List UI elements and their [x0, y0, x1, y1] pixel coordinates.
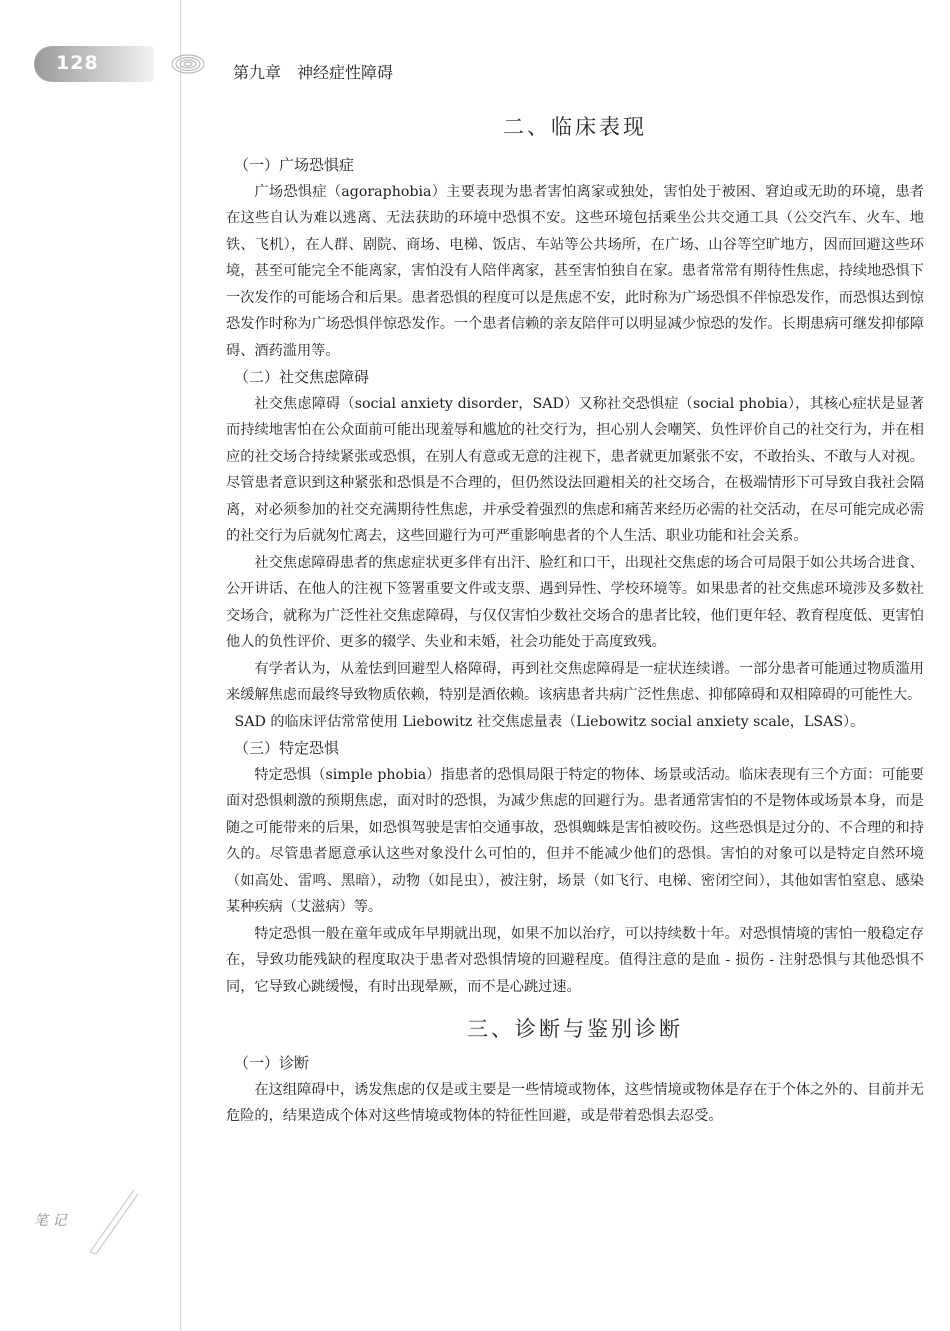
section-title: 二、临床表现 — [503, 115, 647, 139]
notes-label: 笔 记 — [34, 1213, 67, 1229]
paragraph: 特定恐惧一般在童年或成年早期就出现，如果不加以治疗，可以持续数十年。对恐惧情境的害怕一般稳定存在，导致功能残缺的程度取决于患者对恐惧情境的回避程度。值得注意的是血 - 损伤 - 注射恐惧与其他恐惧不同，它导致心跳缓慢，有时出现晕厥，而不是心跳过速。 — [226, 925, 924, 995]
section-title: 三、诊断与鉴别诊断 — [467, 1017, 683, 1041]
paragraph: 特定恐惧（simple phobia）指患者的恐惧局限于特定的物体、场景或活动。临床表现有三个方面：可能要面对恐惧刺激的预期焦虑，面对时的恐惧，为减少焦虑的回避行为。患者通常害怕的不是物体或场景本身，而是随之可能带来的后果，如恐惧驾驶是害怕交通事故，恐惧蜘蛛是害怕被咬伤。这些恐惧是过分的、不合理的和持久的。尽管患者愿意承认这些对象没什么可怕的，但并不能减少他们的恐惧。害怕的对象可以是特定自然环境（如高处、雷鸣、黑暗），动物（如昆虫），被注射，场景（如飞行、电梯、密闭空间），其他如害怕窒息、感染某种疾病（艾滋病）等。 — [226, 766, 924, 915]
subsection-heading: （三）特定恐惧 — [234, 739, 340, 757]
paragraph: 有学者认为，从羞怯到回避型人格障碍，再到社交焦虑障碍是一症状连续谱。一部分患者可能通过物质滥用来缓解焦虑而最终导致物质依赖，特别是酒依赖。该病患者共病广泛性焦虑、抑郁障碍和双相障碍的可能性大。 — [226, 660, 924, 703]
page-number: 128 — [56, 52, 99, 74]
chapter-title: 第九章 神经症性障碍 — [233, 63, 394, 82]
paragraph: 社交焦虑障碍患者的焦虑症状更多伴有出汗、脸红和口干，出现社交焦虑的场合可局限于如公共场合进食、公开讲话、在他人的注视下签署重要文件或支票、遇到异性、学校环境等。如果患者的社交焦虑环境涉及多数社交场合，就称为广泛性社交焦虑障碍，与仅仅害怕少数社交场合的患者比较，他们更年轻、教育程度低、更害怕他人的负性评价、更多的辍学、失业和未婚，社会功能处于高度致残。 — [226, 554, 924, 650]
paragraph: 在这组障碍中，诱发焦虑的仅是或主要是一些情境或物体，这些情境或物体是存在于个体之外的、目前并无危险的，结果造成个体对这些情境或物体的特征性回避，或是带着恐惧去忍受。 — [226, 1081, 924, 1124]
subsection-heading: （一）诊断 — [234, 1054, 310, 1072]
margin-divider — [180, 0, 181, 1331]
subsection-heading: （一）广场恐惧症 — [234, 156, 355, 174]
subsection-heading: （二）社交焦虑障碍 — [234, 368, 370, 386]
paragraph: 广场恐惧症（agoraphobia）主要表现为患者害怕离家或独处，害怕处于被困、窘迫或无助的环境，患者在这些自认为难以逃离、无法获助的环境中恐惧不安。这些环境包括乘坐公共交通工具（公交汽车、火车、地铁、飞机），在人群、剧院、商场、电梯、饭店、车站等公共场所，在广场、山谷等空旷地方，因而回避这些环境，甚至可能完全不能离家，害怕没有人陪伴离家，甚至害怕独自在家。患者常常有期待性焦虑，持续地恐惧下一次发作的可能场合和后果。患者恐惧的程度可以是焦虑不安，此时称为广场恐惧不伴惊恐发作，而恐惧达到惊恐发作时称为广场恐惧伴惊恐发作。一个患者信赖的亲友陪伴可以明显减少惊恐的发作。长期患病可继发抑郁障碍、酒药滥用等。 — [226, 183, 924, 359]
paragraph: SAD 的临床评估常常使用 Liebowitz 社交焦虑量表（Liebowitz social anxiety scale，LSAS）。 — [234, 713, 865, 730]
swirl-ornament-icon — [168, 42, 208, 82]
page-body — [226, 112, 924, 1130]
paragraph: 社交焦虑障碍（social anxiety disorder，SAD）又称社交恐惧症（social phobia），其核心症状是显著而持续地害怕在公众面前可能出现羞辱和尴尬的社交行为，担心别人会嘲笑、负性评价自己的社交行为，并在相应的社交场合持续紧张或恐惧，在别人有意或无意的注视下，患者就更加紧张不安，不敢抬头、不敢与人对视。尽管患者意识到这种紧张和恐惧是不合理的，但仍然设法回避相关的社交场合，在极端情形下可导致自我社会隔离，对必须参加的社交充满期待性焦虑，并承受着强烈的焦虑和痛苦来经历必需的社交活动，在尽可能完成必需的社交行为后就匆忙离去，这些回避行为可严重影响患者的个人生活、职业功能和社会关系。 — [226, 395, 924, 544]
